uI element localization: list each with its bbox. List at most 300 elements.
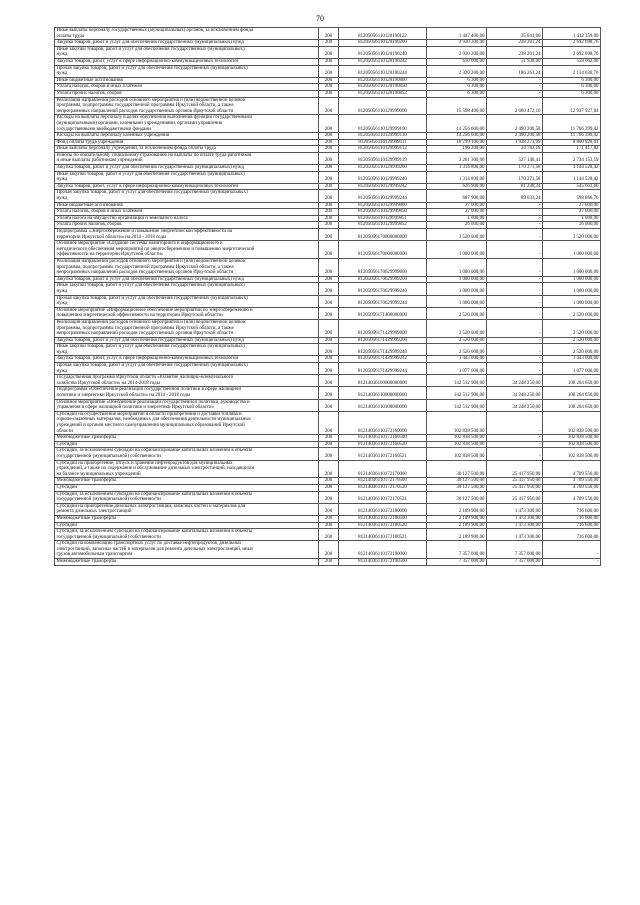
row-name-cell: Прочая закупка товаров, работ и услуг для обеспечения государственных (муниципальных) нужд — [55, 363, 319, 375]
row-code-cell: 200 — [319, 215, 339, 222]
table-row — [55, 375, 601, 387]
row-plan-cell: 2 189 900,00 — [427, 515, 487, 522]
row-plan-cell: 30 127 500,00 — [427, 460, 487, 478]
row-plan-cell: 6 300,00 — [427, 84, 487, 91]
row-fact-cell: 7 357 000,00 — [487, 541, 543, 559]
row-rest-cell: 2 520 000,00 — [543, 319, 601, 337]
row-plan-cell: 1 443 000,00 — [427, 356, 487, 363]
row-rest-cell: 11 766 399,42 — [543, 133, 601, 140]
row-kbk-cell: 81205056171429999200 — [339, 337, 427, 344]
row-kbk-cell: 81205056110120190244 — [339, 65, 427, 77]
table-row — [55, 319, 601, 337]
row-code-cell: 200 — [319, 139, 339, 146]
row-name-cell: Иные бюджетные ассигнования — [55, 77, 319, 84]
row-fact-cell: 35 041,00 — [487, 28, 543, 40]
row-name-cell: Основное мероприятие «Обеспечение реализации государственной политики, руководства и управления в сфере жилищной политики и энергетики Иркутской области» — [55, 399, 319, 411]
row-name-cell: Основное мероприятие «Информационное обеспечение мероприятий по энергосбережению и повышению энергетической эффективности на территории Иркутской области» — [55, 307, 319, 319]
row-plan-cell: 26 000,00 — [427, 222, 487, 229]
table-row — [55, 40, 601, 47]
row-code-cell: 200 — [319, 146, 339, 153]
row-fact-cell: - — [487, 295, 543, 307]
row-code-cell: 200 — [319, 295, 339, 307]
row-name-cell: Закупка товаров, работ и услуг для обеспечения государственных (муниципальных) нужд — [55, 165, 319, 172]
row-name-cell: Взносы по обязательному социальному страхованию на выплаты по оплате труда работников и иные выплаты работникам учреждений — [55, 152, 319, 164]
table-row — [55, 77, 601, 84]
row-name-cell: Иные закупки товаров, работ и услуг для обеспечения государственных (муниципальных) нужд — [55, 171, 319, 183]
row-plan-cell: 626 900,00 — [427, 183, 487, 190]
row-fact-cell: 2 660 472,16 — [487, 97, 543, 115]
row-fact-cell: - — [487, 229, 543, 241]
row-plan-cell: 1 447 400,00 — [427, 28, 487, 40]
table-row — [55, 190, 601, 202]
row-plan-cell: 102 838 500,00 — [427, 411, 487, 434]
table-row — [55, 503, 601, 515]
row-rest-cell: 4 709 550,00 — [543, 460, 601, 478]
row-plan-cell: 142 512 900,00 — [427, 375, 487, 387]
row-code-cell: 200 — [319, 484, 339, 491]
row-kbk-cell: 81205056110129999112 — [339, 146, 427, 153]
row-code-cell: 200 — [319, 152, 339, 164]
row-fact-cell: 238 201,24 — [487, 40, 543, 47]
table-row — [55, 356, 601, 363]
table-row — [55, 283, 601, 295]
row-rest-cell: 1 000 000,00 — [543, 258, 601, 276]
row-name-cell: Расходы на выплаты персоналу казенных учреждений — [55, 133, 319, 140]
row-code-cell: 200 — [319, 399, 339, 411]
table-row — [55, 171, 601, 183]
row-name-cell: Уплата прочих налогов, сборов — [55, 222, 319, 229]
row-name-cell: Государственная программа Иркутской области «Развитие жилищно-коммунального хозяйства Иркутской области» на 2014-2018 годы — [55, 375, 319, 387]
row-rest-cell: 1 144 528,42 — [543, 165, 601, 172]
row-fact-cell: 1 473 300,00 — [487, 515, 543, 522]
row-name-cell: Уплата прочих налогов, сборов — [55, 90, 319, 97]
row-kbk-cell: 81205056110129999110 — [339, 133, 427, 140]
row-plan-cell: 1 314 800,00 — [427, 171, 487, 183]
row-kbk-cell: 81205056110120190122 — [339, 28, 427, 40]
row-fact-cell: - — [487, 448, 543, 460]
row-plan-cell: 27 000,00 — [427, 209, 487, 216]
row-fact-cell: - — [487, 411, 543, 434]
row-fact-cell: 34 248 250,00 — [487, 399, 543, 411]
table-row — [55, 222, 601, 229]
row-fact-cell: - — [487, 337, 543, 344]
table-row — [55, 115, 601, 133]
page-number: 70 — [316, 14, 324, 23]
row-name-cell: Межбюджетные трансферты — [55, 515, 319, 522]
row-plan-cell: 1 000 000,00 — [427, 295, 487, 307]
table-row — [55, 46, 601, 58]
row-name-cell: Уплата налогов, сборов и иных платежей — [55, 209, 319, 216]
row-rest-cell: 108 264 650,00 — [543, 375, 601, 387]
row-fact-cell: - — [487, 215, 543, 222]
row-fact-cell: - — [487, 319, 543, 337]
row-code-cell: 200 — [319, 77, 339, 84]
row-kbk-cell: 81205056110129999852 — [339, 222, 427, 229]
row-code-cell: 200 — [319, 222, 339, 229]
row-plan-cell: 102 838 500,00 — [427, 435, 487, 442]
row-fact-cell: - — [487, 222, 543, 229]
row-rest-cell: 1 000 000,00 — [543, 283, 601, 295]
row-kbk-cell: 81214036110172170500 — [339, 478, 427, 485]
row-plan-cell: 30 127 500,00 — [427, 491, 487, 503]
row-code-cell: 200 — [319, 40, 339, 47]
table-row — [55, 28, 601, 40]
row-fact-cell: - — [487, 209, 543, 216]
table-row — [55, 529, 601, 541]
table-row — [55, 448, 601, 460]
row-code-cell: 200 — [319, 241, 339, 259]
row-fact-cell: - — [487, 356, 543, 363]
row-rest-cell: 545 661,66 — [543, 183, 601, 190]
row-kbk-cell: 81205056110129999100 — [339, 115, 427, 133]
table-row — [55, 276, 601, 283]
row-code-cell: 200 — [319, 344, 339, 356]
row-kbk-cell: 81214036110172170000 — [339, 460, 427, 478]
row-kbk-cell: 81205056170629999240 — [339, 283, 427, 295]
row-plan-cell: 6 300,00 — [427, 77, 487, 84]
row-fact-cell: 25 417 950,00 — [487, 491, 543, 503]
row-kbk-cell: 81214036110172180521 — [339, 529, 427, 541]
row-name-cell: Реализация направлений расходов основного мероприятия и (или) ведомственной целевой программы, подпрограммы государственной программы Иркутской области, а также непрограммных направлений расходов государственных органов Иркутской области — [55, 319, 319, 337]
row-plan-cell: 7 357 000,00 — [427, 541, 487, 559]
row-fact-cell: - — [487, 84, 543, 91]
table-row — [55, 435, 601, 442]
table-row — [55, 441, 601, 448]
row-rest-cell: 598 866,76 — [543, 190, 601, 202]
row-kbk-cell: 81214036110172180500 — [339, 515, 427, 522]
row-plan-cell: 2 520 000,00 — [427, 319, 487, 337]
row-name-cell: Подпрограмма «Обеспечение реализации государственной политики в сфере жилищной политики и энергетики Иркутской области» на 2014 - 2018 годы — [55, 387, 319, 399]
row-code-cell: 200 — [319, 190, 339, 202]
row-plan-cell: 10 799 100,00 — [427, 139, 487, 146]
row-code-cell: 200 — [319, 441, 339, 448]
table-row — [55, 258, 601, 276]
row-plan-cell: 14 256 600,00 — [427, 115, 487, 133]
row-name-cell: Уплата налога на имущество организаций и земельного налога — [55, 215, 319, 222]
table-row — [55, 337, 601, 344]
row-fact-cell: 34 248 250,00 — [487, 387, 543, 399]
row-kbk-cell: 81205056171429999240 — [339, 344, 427, 356]
row-plan-cell: 2 189 900,00 — [427, 529, 487, 541]
row-rest-cell: 171 417,82 — [543, 146, 601, 153]
row-fact-cell: - — [487, 283, 543, 295]
row-plan-cell: 3 520 000,00 — [427, 229, 487, 241]
table-row — [55, 363, 601, 375]
row-fact-cell: 51 938,00 — [487, 58, 543, 65]
row-rest-cell: 1 000 000,00 — [543, 241, 601, 259]
row-name-cell: Субсидии на компенсацию транспортных услуг по доставке нефтепродуктов, дизельных электростанций, запасных частей и материалов для ремонта дизельных электростанций, иных грузов автомобильным транспортом — [55, 541, 319, 559]
row-plan-cell: 30 127 500,00 — [427, 484, 487, 491]
row-plan-cell: 196 200,00 — [427, 146, 487, 153]
row-kbk-cell: 81214036110172160521 — [339, 448, 427, 460]
row-code-cell: 200 — [319, 307, 339, 319]
row-fact-cell: 527 146,41 — [487, 152, 543, 164]
row-code-cell: 200 — [319, 319, 339, 337]
row-code-cell: 200 — [319, 478, 339, 485]
row-name-cell: Основное мероприятие «Создание системы мониторинга и информационного и методического обеспечения мероприятий по энергосбережению и повышению энергетической эффективности на территории Иркутской области» — [55, 241, 319, 259]
table-row — [55, 411, 601, 434]
table-row — [55, 460, 601, 478]
row-code-cell: 200 — [319, 133, 339, 140]
table-row — [55, 90, 601, 97]
row-code-cell: 200 — [319, 258, 339, 276]
row-kbk-cell: 81205056171429999244 — [339, 363, 427, 375]
row-fact-cell: - — [487, 90, 543, 97]
row-plan-cell: 2 320 200,00 — [427, 65, 487, 77]
table-row — [55, 241, 601, 259]
row-fact-cell: 1 473 300,00 — [487, 503, 543, 515]
row-kbk-cell: 81205056110129999800 — [339, 202, 427, 209]
row-code-cell: 200 — [319, 460, 339, 478]
row-kbk-cell: 81205056110129999240 — [339, 171, 427, 183]
row-kbk-cell: 81205056110129999200 — [339, 165, 427, 172]
row-code-cell: 200 — [319, 522, 339, 529]
row-plan-cell: 3 261 300,00 — [427, 152, 487, 164]
table-row — [55, 484, 601, 491]
table-row — [55, 478, 601, 485]
row-code-cell: 200 — [319, 559, 339, 566]
row-fact-cell: 81 238,34 — [487, 183, 543, 190]
row-fact-cell: - — [487, 307, 543, 319]
row-kbk-cell: 81205056110120190850 — [339, 84, 427, 91]
row-code-cell: 200 — [319, 90, 339, 97]
row-rest-cell: 4 709 550,00 — [543, 484, 601, 491]
row-rest-cell: 102 838 500,00 — [543, 411, 601, 434]
row-fact-cell: - — [487, 344, 543, 356]
row-rest-cell: 27 000,00 — [543, 209, 601, 216]
table-row — [55, 152, 601, 164]
row-kbk-cell: 81205056171429999000 — [339, 319, 427, 337]
row-plan-cell: 2 189 900,00 — [427, 503, 487, 515]
row-fact-cell: - — [487, 241, 543, 259]
row-name-cell: Закупка товаров, работ и услуг для обеспечения государственных (муниципальных) нужд — [55, 276, 319, 283]
row-kbk-cell: 81205056110120190852 — [339, 90, 427, 97]
budget-table — [54, 27, 601, 566]
table-row — [55, 307, 601, 319]
row-name-cell: Подпрограмма «Энергосбережение и повышение энергетической эффективности на территории Иркутской области» на 2014 - 2018 годы — [55, 229, 319, 241]
budget-table-body — [55, 28, 601, 566]
row-plan-cell: 2 930 200,00 — [427, 40, 487, 47]
row-plan-cell: 27 000,00 — [427, 202, 487, 209]
row-code-cell: 200 — [319, 503, 339, 515]
row-code-cell: 200 — [319, 115, 339, 133]
row-name-cell: Иные бюджетные ассигнования — [55, 202, 319, 209]
row-kbk-cell: 81214036110172180000 — [339, 503, 427, 515]
row-kbk-cell: 81214036110172190000 — [339, 541, 427, 559]
row-fact-cell: 186 263,24 — [487, 65, 543, 77]
table-row — [55, 215, 601, 222]
row-name-cell: Уплата налогов, сборов и иных платежей — [55, 84, 319, 91]
row-rest-cell: 108 264 650,00 — [543, 399, 601, 411]
row-plan-cell: 1 000 000,00 — [427, 283, 487, 295]
row-plan-cell: 1 314 800,00 — [427, 165, 487, 172]
row-plan-cell: 1 000 000,00 — [427, 276, 487, 283]
row-rest-cell: 4 709 550,00 — [543, 478, 601, 485]
row-code-cell: 200 — [319, 171, 339, 183]
row-plan-cell: 2 930 200,00 — [427, 46, 487, 58]
row-code-cell: 200 — [319, 491, 339, 503]
row-code-cell: 200 — [319, 28, 339, 40]
row-plan-cell: 102 838 500,00 — [427, 441, 487, 448]
row-name-cell: Субсидии на осуществление мероприятий в области приобретения и доставки топлива и горюче-смазочных материалов, необходимых для обеспечения деятельности муниципальных учреждений и органов местного самоуправления муниципальных образований Иркутской области — [55, 411, 319, 434]
row-fact-cell: 170 271,58 — [487, 165, 543, 172]
row-rest-cell: 6 300,00 — [543, 84, 601, 91]
row-kbk-cell: 81205056110120190240 — [339, 46, 427, 58]
row-kbk-cell: 81205056110120190242 — [339, 58, 427, 65]
row-plan-cell: 102 838 500,00 — [427, 448, 487, 460]
row-code-cell: 200 — [319, 337, 339, 344]
row-fact-cell: - — [487, 435, 543, 442]
row-code-cell: 200 — [319, 363, 339, 375]
row-code-cell: 200 — [319, 229, 339, 241]
row-code-cell: 200 — [319, 375, 339, 387]
row-name-cell: Субсидии, за исключением субсидий на софинансирование капитальных вложений в объекты государственной (муниципальной) собственности — [55, 448, 319, 460]
row-kbk-cell: 81205056110129999242 — [339, 183, 427, 190]
row-rest-cell: 4 709 550,00 — [543, 491, 601, 503]
table-row — [55, 515, 601, 522]
row-kbk-cell: 81205056171400000000 — [339, 307, 427, 319]
row-kbk-cell: 81205056110129999850 — [339, 209, 427, 216]
row-name-cell: Субсидии — [55, 441, 319, 448]
table-row — [55, 209, 601, 216]
row-rest-cell: 6 300,00 — [543, 90, 601, 97]
row-fact-cell: 2 490 200,58 — [487, 115, 543, 133]
row-rest-cell: 11 766 399,42 — [543, 115, 601, 133]
row-kbk-cell: 81214036110172160520 — [339, 441, 427, 448]
row-rest-cell: 1 000 000,00 — [543, 295, 601, 307]
row-fact-cell: 7 357 000,00 — [487, 559, 543, 566]
row-name-cell: Иные закупки товаров, работ и услуг для обеспечения государственных (муниципальных) нужд — [55, 46, 319, 58]
row-plan-cell: 2 520 000,00 — [427, 337, 487, 344]
table-row — [55, 165, 601, 172]
row-code-cell: 200 — [319, 58, 339, 65]
row-rest-cell: 1 412 359,00 — [543, 28, 601, 40]
table-row — [55, 295, 601, 307]
table-row — [55, 229, 601, 241]
row-kbk-cell: 81205056110120190800 — [339, 77, 427, 84]
row-name-cell: Закупка товаров, работ, услуг в сфере информационно-коммуникационных технологий — [55, 58, 319, 65]
row-name-cell: Закупка товаров, работ и услуг для обеспечения государственных (муниципальных) нужд — [55, 337, 319, 344]
row-code-cell: 200 — [319, 202, 339, 209]
row-rest-cell: 1 443 000,00 — [543, 356, 601, 363]
row-kbk-cell: 81214036110172170521 — [339, 491, 427, 503]
table-row — [55, 344, 601, 356]
row-plan-cell: 687 900,00 — [427, 190, 487, 202]
row-code-cell: 200 — [319, 283, 339, 295]
row-rest-cell: 102 838 500,00 — [543, 441, 601, 448]
row-fact-cell: 24 782,18 — [487, 146, 543, 153]
row-rest-cell: - — [543, 559, 601, 566]
row-kbk-cell: 81205056110129999111 — [339, 139, 427, 146]
row-fact-cell: - — [487, 202, 543, 209]
row-plan-cell: 610 000,00 — [427, 58, 487, 65]
row-name-cell: Межбюджетные трансферты — [55, 559, 319, 566]
row-rest-cell: 108 264 650,00 — [543, 387, 601, 399]
row-name-cell: Прочая закупка товаров, работ и услуг для обеспечения государственных (муниципальных) нужд — [55, 295, 319, 307]
row-fact-cell: 2 490 200,58 — [487, 133, 543, 140]
row-fact-cell: 34 248 250,00 — [487, 375, 543, 387]
row-rest-cell: 102 838 500,00 — [543, 435, 601, 442]
row-kbk-cell: 81205056110129999000 — [339, 97, 427, 115]
table-row — [55, 491, 601, 503]
row-fact-cell: 25 417 950,00 — [487, 478, 543, 485]
table-row — [55, 387, 601, 399]
row-kbk-cell: 81205056170600000000 — [339, 241, 427, 259]
row-name-cell: Субсидии, за исключением субсидий на софинансирование капитальных вложений в объекты государственной (муниципальной) собственности — [55, 491, 319, 503]
table-row — [55, 399, 601, 411]
row-name-cell: Межбюджетные трансферты — [55, 478, 319, 485]
row-name-cell: Прочая закупка товаров, работ и услуг для обеспечения государственных (муниципальных) нужд — [55, 190, 319, 202]
row-plan-cell: 6 300,00 — [427, 90, 487, 97]
row-rest-cell: 2 520 000,00 — [543, 307, 601, 319]
table-row — [55, 522, 601, 529]
row-plan-cell: 2 520 000,00 — [427, 344, 487, 356]
row-kbk-cell: 81214036100000000000 — [339, 375, 427, 387]
row-rest-cell: 102 838 500,00 — [543, 448, 601, 460]
row-fact-cell: - — [487, 258, 543, 276]
row-fact-cell: 25 417 950,00 — [487, 484, 543, 491]
row-code-cell: 200 — [319, 276, 339, 283]
row-rest-cell: 2 692 098,76 — [543, 40, 601, 47]
row-rest-cell: 12 937 927,84 — [543, 97, 601, 115]
table-row — [55, 84, 601, 91]
row-name-cell: Межбюджетные трансферты — [55, 435, 319, 442]
row-fact-cell: - — [487, 77, 543, 84]
row-name-cell: Закупка товаров, работ, услуг в сфере информационно-коммуникационных технологий — [55, 183, 319, 190]
row-plan-cell: 2 189 900,00 — [427, 522, 487, 529]
table-row — [55, 146, 601, 153]
row-code-cell: 200 — [319, 529, 339, 541]
row-rest-cell: 716 600,00 — [543, 503, 601, 515]
row-plan-cell: 142 512 900,00 — [427, 387, 487, 399]
row-kbk-cell: 81205056170629999244 — [339, 295, 427, 307]
row-code-cell: 200 — [319, 435, 339, 442]
row-name-cell: Закупка товаров, работ и услуг для обеспечения государственных (муниципальных) нужд — [55, 40, 319, 47]
row-kbk-cell: 81214036110172160500 — [339, 435, 427, 442]
row-code-cell: 200 — [319, 209, 339, 216]
row-fact-cell: 25 417 950,00 — [487, 460, 543, 478]
row-fact-cell: - — [487, 363, 543, 375]
row-name-cell: Фонд оплаты труда учреждений — [55, 139, 319, 146]
row-code-cell: 200 — [319, 65, 339, 77]
row-code-cell: 200 — [319, 448, 339, 460]
row-code-cell: 200 — [319, 411, 339, 434]
row-name-cell: Субсидии, за исключением субсидий на софинансирование капитальных вложений в объекты государственной (муниципальной) собственности — [55, 529, 319, 541]
row-name-cell: Субсидии — [55, 484, 319, 491]
row-plan-cell: 1 077 000,00 — [427, 363, 487, 375]
row-name-cell: Иные выплаты персоналу учреждений, за исключением фонда оплаты труда — [55, 146, 319, 153]
row-plan-cell: 7 357 000,00 — [427, 559, 487, 566]
row-rest-cell: 2 520 000,00 — [543, 337, 601, 344]
row-name-cell: Прочая закупка товаров, работ и услуг для обеспечения государственных (муниципальных) нужд — [55, 65, 319, 77]
table-row — [55, 183, 601, 190]
row-kbk-cell: 81205056170629999000 — [339, 258, 427, 276]
row-plan-cell: 1 000 000,00 — [427, 241, 487, 259]
row-name-cell: Субсидии на приобретение, отпуск и хранение нефтепродуктов для муниципальных учреждений, а также их содержание и обслуживание дизельных электростанций, находящихся на балансе муниципальных учреждений — [55, 460, 319, 478]
table-row — [55, 97, 601, 115]
row-name-cell: Расходы на выплаты персоналу в целях обеспечения выполнения функций государственными (муниципальными) органами, казенными учреждениями, органами управления государственными внебюджетными фондами — [55, 115, 319, 133]
table-row — [55, 541, 601, 559]
row-rest-cell: 2 134 036,76 — [543, 65, 601, 77]
row-name-cell: Реализация направлений расходов основного мероприятия и (или) ведомственной целевой программы, подпрограммы государственной программы Иркутской области, а также непрограммных направлений расходов государственных органов Иркутской области — [55, 97, 319, 115]
row-rest-cell: 716 600,00 — [543, 529, 601, 541]
table-row — [55, 65, 601, 77]
table-row — [55, 58, 601, 65]
row-code-cell: 200 — [319, 515, 339, 522]
row-code-cell: 200 — [319, 541, 339, 559]
row-kbk-cell: 81205056110129999119 — [339, 152, 427, 164]
row-rest-cell: 3 520 000,00 — [543, 229, 601, 241]
